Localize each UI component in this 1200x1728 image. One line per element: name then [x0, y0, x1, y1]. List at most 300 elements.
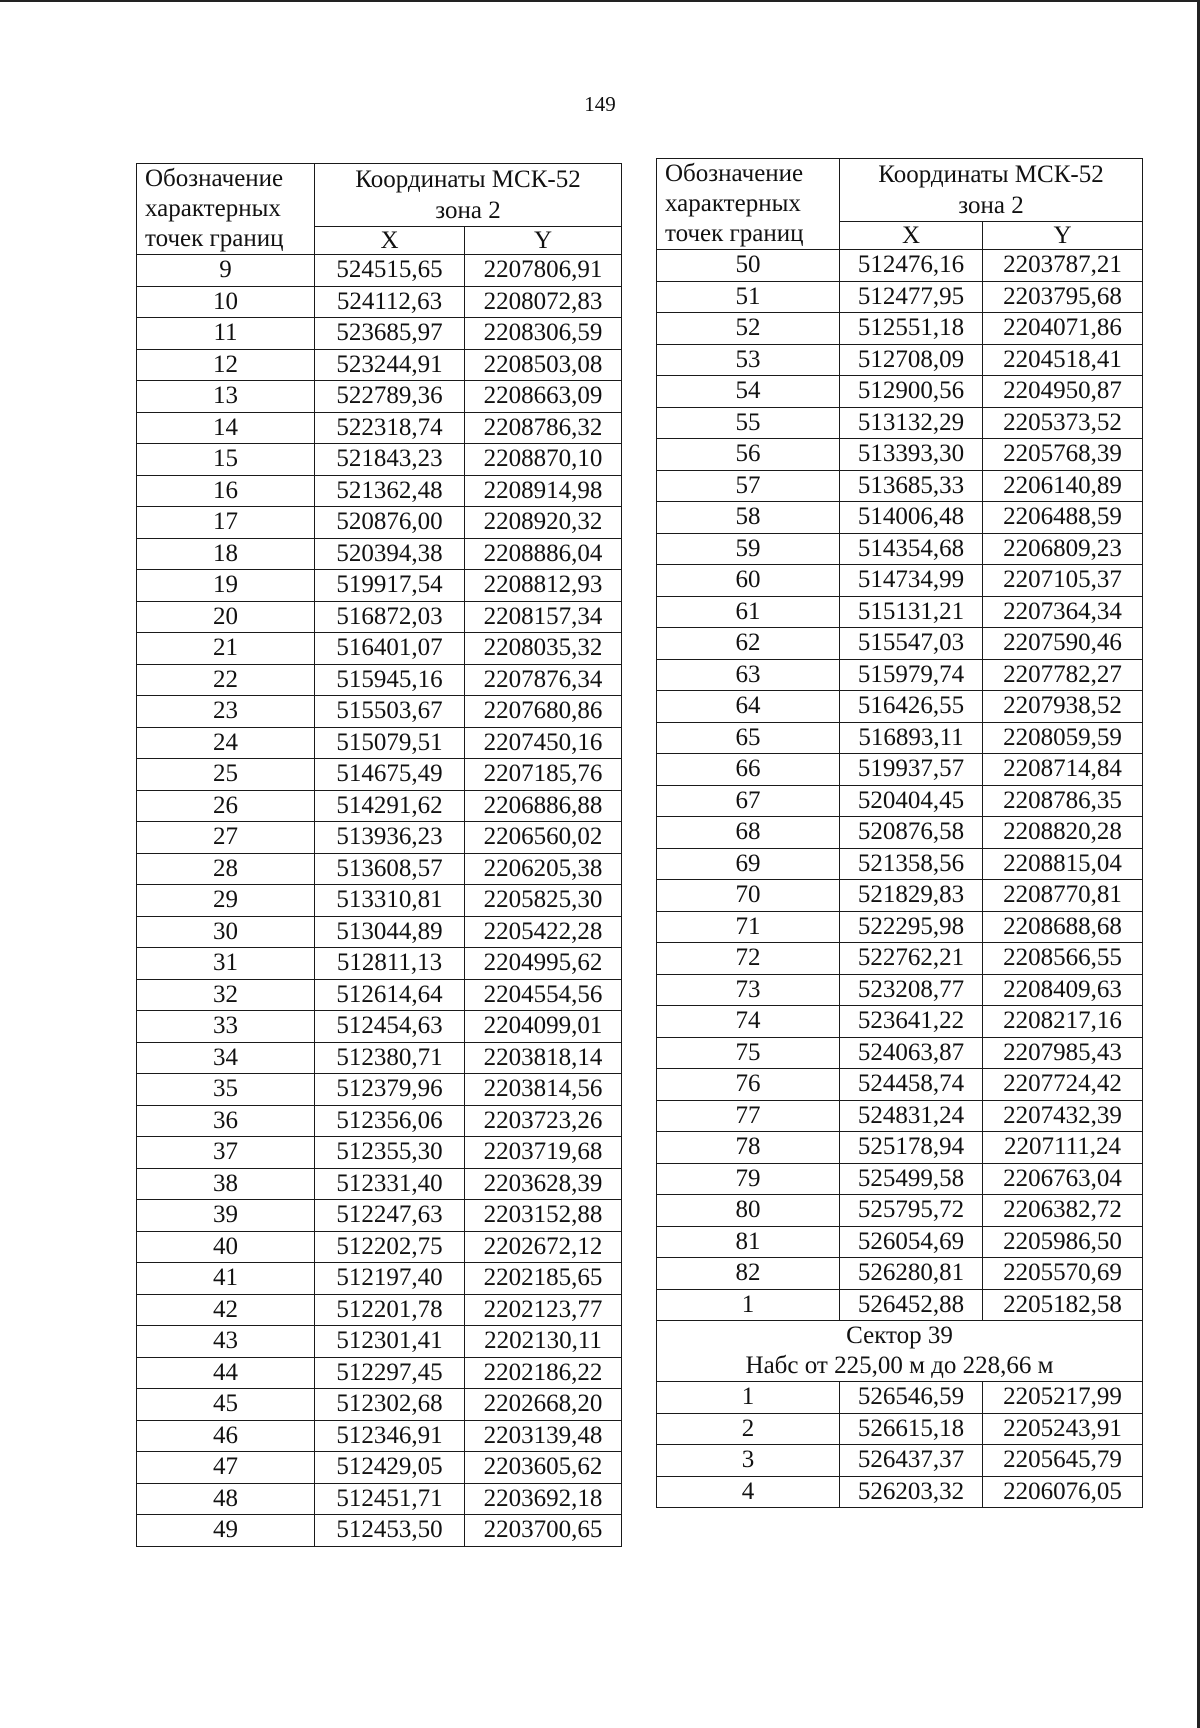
y-coordinate-cell: 2206382,72 [983, 1195, 1143, 1227]
y-coordinate-cell: 2205986,50 [983, 1226, 1143, 1258]
point-number-cell: 72 [657, 943, 840, 975]
table-row [137, 570, 622, 602]
y-coordinate-cell: 2208812,93 [465, 570, 622, 602]
y-coordinate-cell: 2203719,68 [465, 1137, 622, 1169]
table-row [657, 1382, 1143, 1414]
point-number-cell: 66 [657, 754, 840, 786]
table-row [137, 318, 622, 350]
table-row [137, 601, 622, 633]
table-row [657, 1413, 1143, 1445]
y-coordinate-cell: 2203818,14 [465, 1042, 622, 1074]
table-row [657, 439, 1143, 471]
y-coordinate-cell: 2204554,56 [465, 979, 622, 1011]
x-coordinate-cell: 515503,67 [315, 696, 465, 728]
y-coordinate-cell: 2203605,62 [465, 1452, 622, 1484]
y-coordinate-cell: 2208688,68 [983, 911, 1143, 943]
y-coordinate-cell: 2206763,04 [983, 1163, 1143, 1195]
x-coordinate-cell: 514675,49 [315, 759, 465, 791]
table-row [137, 633, 622, 665]
table-row [657, 565, 1143, 597]
coordinates-table-right [656, 158, 1143, 1508]
table-row [137, 381, 622, 413]
x-coordinate-cell: 519917,54 [315, 570, 465, 602]
y-coordinate-cell: 2208815,04 [983, 848, 1143, 880]
y-coordinate-cell: 2205373,52 [983, 407, 1143, 439]
y-coordinate-cell: 2208714,84 [983, 754, 1143, 786]
x-coordinate-cell: 521829,83 [840, 880, 983, 912]
x-header: X [315, 227, 465, 255]
x-coordinate-cell: 512708,09 [840, 344, 983, 376]
point-number-cell: 12 [137, 349, 315, 381]
zone-label: зона 2 [435, 197, 501, 224]
x-coordinate-cell: 526280,81 [840, 1258, 983, 1290]
table-row [657, 470, 1143, 502]
x-coordinate-cell: 512301,41 [315, 1326, 465, 1358]
x-coordinate-cell: 515079,51 [315, 727, 465, 759]
table-row [137, 822, 622, 854]
point-number-cell: 53 [657, 344, 840, 376]
point-number-cell: 61 [657, 596, 840, 628]
table-row [657, 1476, 1143, 1508]
table-row [657, 533, 1143, 565]
y-coordinate-cell: 2207432,39 [983, 1100, 1143, 1132]
coordinates-table-left [136, 163, 622, 1547]
table-row [137, 727, 622, 759]
x-coordinate-cell: 524458,74 [840, 1069, 983, 1101]
x-coordinate-cell: 513936,23 [315, 822, 465, 854]
point-number-cell: 10 [137, 286, 315, 318]
point-number-cell: 63 [657, 659, 840, 691]
sector-height-range: Набс от 225,00 м до 228,66 м [745, 1352, 1054, 1379]
table-row [137, 1074, 622, 1106]
x-coordinate-cell: 514734,99 [840, 565, 983, 597]
y-coordinate-cell: 2206205,38 [465, 853, 622, 885]
x-coordinate-cell: 512356,06 [315, 1105, 465, 1137]
point-number-cell: 36 [137, 1105, 315, 1137]
table-row [137, 538, 622, 570]
table-row [137, 1420, 622, 1452]
table-row [657, 1445, 1143, 1477]
table-row [137, 1294, 622, 1326]
x-coordinate-cell: 512247,63 [315, 1200, 465, 1232]
coordinates-header [315, 164, 622, 227]
x-coordinate-cell: 513608,57 [315, 853, 465, 885]
point-number-cell: 13 [137, 381, 315, 413]
y-coordinate-cell: 2208820,28 [983, 817, 1143, 849]
y-coordinate-cell: 2202672,12 [465, 1231, 622, 1263]
y-coordinate-cell: 2203692,18 [465, 1483, 622, 1515]
x-coordinate-cell: 520404,45 [840, 785, 983, 817]
point-number-cell: 26 [137, 790, 315, 822]
x-coordinate-cell: 526203,32 [840, 1476, 983, 1508]
x-coordinate-cell: 512331,40 [315, 1168, 465, 1200]
y-coordinate-cell: 2204099,01 [465, 1011, 622, 1043]
point-number-cell: 33 [137, 1011, 315, 1043]
x-coordinate-cell: 523208,77 [840, 974, 983, 1006]
table-row [657, 407, 1143, 439]
point-number-cell: 48 [137, 1483, 315, 1515]
table-row [657, 1258, 1143, 1290]
point-number-cell: 69 [657, 848, 840, 880]
x-coordinate-cell: 523641,22 [840, 1006, 983, 1038]
table-row [657, 848, 1143, 880]
table-row [657, 754, 1143, 786]
point-number-cell: 64 [657, 691, 840, 723]
y-coordinate-cell: 2207938,52 [983, 691, 1143, 723]
x-coordinate-cell: 516893,11 [840, 722, 983, 754]
point-number-cell: 23 [137, 696, 315, 728]
x-coordinate-cell: 519937,57 [840, 754, 983, 786]
y-coordinate-cell: 2207782,27 [983, 659, 1143, 691]
table-row [137, 412, 622, 444]
x-coordinate-cell: 515131,21 [840, 596, 983, 628]
y-coordinate-cell: 2204950,87 [983, 376, 1143, 408]
x-coordinate-cell: 521843,23 [315, 444, 465, 476]
zone-label: зона 2 [958, 192, 1024, 219]
table-row [657, 722, 1143, 754]
point-number-cell: 37 [137, 1137, 315, 1169]
x-coordinate-cell: 526437,37 [840, 1445, 983, 1477]
table-row [657, 1226, 1143, 1258]
table-row [657, 344, 1143, 376]
y-coordinate-cell: 2206076,05 [983, 1476, 1143, 1508]
x-coordinate-cell: 514291,62 [315, 790, 465, 822]
x-coordinate-cell: 525499,58 [840, 1163, 983, 1195]
table-row [137, 1357, 622, 1389]
point-number-cell: 28 [137, 853, 315, 885]
point-number-cell: 20 [137, 601, 315, 633]
point-number-cell: 73 [657, 974, 840, 1006]
y-coordinate-cell: 2202668,20 [465, 1389, 622, 1421]
table-row [137, 948, 622, 980]
point-number-cell: 58 [657, 502, 840, 534]
table-row [137, 444, 622, 476]
point-number-cell: 18 [137, 538, 315, 570]
y-coordinate-cell: 2205243,91 [983, 1413, 1143, 1445]
x-coordinate-cell: 520394,38 [315, 538, 465, 570]
table-row [137, 1452, 622, 1484]
point-number-cell: 80 [657, 1195, 840, 1227]
x-header: X [840, 222, 983, 250]
y-coordinate-cell: 2207806,91 [465, 255, 622, 287]
x-coordinate-cell: 514006,48 [840, 502, 983, 534]
point-number-cell: 2 [657, 1413, 840, 1445]
point-number-cell: 16 [137, 475, 315, 507]
y-coordinate-cell: 2208786,32 [465, 412, 622, 444]
y-coordinate-cell: 2208072,83 [465, 286, 622, 318]
point-number-cell: 75 [657, 1037, 840, 1069]
x-coordinate-cell: 512202,75 [315, 1231, 465, 1263]
coordinates-header [840, 159, 1143, 222]
x-coordinate-cell: 515945,16 [315, 664, 465, 696]
point-number-cell: 76 [657, 1069, 840, 1101]
point-number-cell: 43 [137, 1326, 315, 1358]
x-coordinate-cell: 521362,48 [315, 475, 465, 507]
sector-row [657, 1321, 1143, 1382]
y-coordinate-cell: 2203723,26 [465, 1105, 622, 1137]
point-number-cell: 40 [137, 1231, 315, 1263]
x-coordinate-cell: 515547,03 [840, 628, 983, 660]
point-number-cell: 39 [137, 1200, 315, 1232]
y-coordinate-cell: 2208920,32 [465, 507, 622, 539]
coordinates-title: Координаты МСК-52 [878, 161, 1104, 188]
x-coordinate-cell: 520876,58 [840, 817, 983, 849]
table-row [657, 1069, 1143, 1101]
y-coordinate-cell: 2208503,08 [465, 349, 622, 381]
table-row [657, 1289, 1143, 1321]
point-number-cell: 25 [137, 759, 315, 791]
y-coordinate-cell: 2208566,55 [983, 943, 1143, 975]
y-coordinate-cell: 2208035,32 [465, 633, 622, 665]
point-number-cell: 65 [657, 722, 840, 754]
point-number-cell: 29 [137, 885, 315, 917]
x-coordinate-cell: 522789,36 [315, 381, 465, 413]
y-coordinate-cell: 2208870,10 [465, 444, 622, 476]
y-coordinate-cell: 2205182,58 [983, 1289, 1143, 1321]
table-row [137, 1231, 622, 1263]
y-coordinate-cell: 2207111,24 [983, 1132, 1143, 1164]
y-coordinate-cell: 2208770,81 [983, 880, 1143, 912]
y-coordinate-cell: 2207680,86 [465, 696, 622, 728]
point-number-cell: 78 [657, 1132, 840, 1164]
point-number-cell: 4 [657, 1476, 840, 1508]
table-row [657, 691, 1143, 723]
y-coordinate-cell: 2203152,88 [465, 1200, 622, 1232]
x-coordinate-cell: 512302,68 [315, 1389, 465, 1421]
y-coordinate-cell: 2206140,89 [983, 470, 1143, 502]
point-number-cell: 51 [657, 281, 840, 313]
point-number-cell: 57 [657, 470, 840, 502]
y-coordinate-cell: 2202123,77 [465, 1294, 622, 1326]
point-number-cell: 71 [657, 911, 840, 943]
point-number-cell: 44 [137, 1357, 315, 1389]
table-row [137, 1263, 622, 1295]
x-coordinate-cell: 521358,56 [840, 848, 983, 880]
table-row [657, 1132, 1143, 1164]
x-coordinate-cell: 516872,03 [315, 601, 465, 633]
x-coordinate-cell: 512429,05 [315, 1452, 465, 1484]
y-coordinate-cell: 2208217,16 [983, 1006, 1143, 1038]
table-row [137, 1515, 622, 1547]
x-coordinate-cell: 512476,16 [840, 250, 983, 282]
x-coordinate-cell: 526546,59 [840, 1382, 983, 1414]
x-coordinate-cell: 522295,98 [840, 911, 983, 943]
point-number-cell: 14 [137, 412, 315, 444]
y-coordinate-cell: 2203700,65 [465, 1515, 622, 1547]
point-number-cell: 31 [137, 948, 315, 980]
point-number-cell: 47 [137, 1452, 315, 1484]
x-coordinate-cell: 522762,21 [840, 943, 983, 975]
y-coordinate-cell: 2204518,41 [983, 344, 1143, 376]
table-row [657, 1163, 1143, 1195]
point-number-cell: 79 [657, 1163, 840, 1195]
x-coordinate-cell: 523244,91 [315, 349, 465, 381]
table-row [137, 916, 622, 948]
x-coordinate-cell: 512900,56 [840, 376, 983, 408]
point-number-cell: 35 [137, 1074, 315, 1106]
point-number-cell: 21 [137, 633, 315, 665]
table-row [657, 628, 1143, 660]
y-coordinate-cell: 2208663,09 [465, 381, 622, 413]
table-row [137, 349, 622, 381]
x-coordinate-cell: 512614,64 [315, 979, 465, 1011]
points-header: Обозначение характерных точек границ [137, 164, 315, 255]
point-number-cell: 67 [657, 785, 840, 817]
y-coordinate-cell: 2208886,04 [465, 538, 622, 570]
x-coordinate-cell: 512551,18 [840, 313, 983, 345]
x-coordinate-cell: 525178,94 [840, 1132, 983, 1164]
x-coordinate-cell: 513393,30 [840, 439, 983, 471]
y-coordinate-cell: 2207450,16 [465, 727, 622, 759]
y-header: Y [465, 227, 622, 255]
y-coordinate-cell: 2205825,30 [465, 885, 622, 917]
table-row [137, 475, 622, 507]
point-number-cell: 46 [137, 1420, 315, 1452]
point-number-cell: 49 [137, 1515, 315, 1547]
y-coordinate-cell: 2204995,62 [465, 948, 622, 980]
page-number: 149 [584, 92, 616, 116]
x-coordinate-cell: 512454,63 [315, 1011, 465, 1043]
table-row [657, 880, 1143, 912]
point-number-cell: 17 [137, 507, 315, 539]
x-coordinate-cell: 512201,78 [315, 1294, 465, 1326]
table-row [657, 1037, 1143, 1069]
point-number-cell: 59 [657, 533, 840, 565]
table-row [137, 664, 622, 696]
table-row [137, 790, 622, 822]
table-row [657, 1006, 1143, 1038]
x-coordinate-cell: 512380,71 [315, 1042, 465, 1074]
point-number-cell: 56 [657, 439, 840, 471]
coordinates-title: Координаты МСК-52 [355, 166, 581, 193]
table-row [137, 286, 622, 318]
y-coordinate-cell: 2207724,42 [983, 1069, 1143, 1101]
y-coordinate-cell: 2202186,22 [465, 1357, 622, 1389]
x-coordinate-cell: 524112,63 [315, 286, 465, 318]
table-row [657, 376, 1143, 408]
y-coordinate-cell: 2208409,63 [983, 974, 1143, 1006]
y-coordinate-cell: 2205570,69 [983, 1258, 1143, 1290]
point-number-cell: 45 [137, 1389, 315, 1421]
point-number-cell: 81 [657, 1226, 840, 1258]
x-coordinate-cell: 514354,68 [840, 533, 983, 565]
x-coordinate-cell: 524831,24 [840, 1100, 983, 1132]
point-number-cell: 15 [137, 444, 315, 476]
left-table-body [137, 255, 622, 1547]
y-coordinate-cell: 2206809,23 [983, 533, 1143, 565]
point-number-cell: 19 [137, 570, 315, 602]
point-number-cell: 54 [657, 376, 840, 408]
y-coordinate-cell: 2207364,34 [983, 596, 1143, 628]
y-header: Y [983, 222, 1143, 250]
x-coordinate-cell: 516426,55 [840, 691, 983, 723]
table-row [657, 943, 1143, 975]
x-coordinate-cell: 523685,97 [315, 318, 465, 350]
x-coordinate-cell: 512346,91 [315, 1420, 465, 1452]
y-coordinate-cell: 2203628,39 [465, 1168, 622, 1200]
point-number-cell: 22 [137, 664, 315, 696]
table-row [137, 1137, 622, 1169]
table-row [657, 785, 1143, 817]
point-number-cell: 24 [137, 727, 315, 759]
x-coordinate-cell: 525795,72 [840, 1195, 983, 1227]
y-coordinate-cell: 2207185,76 [465, 759, 622, 791]
point-number-cell: 68 [657, 817, 840, 849]
table-row [137, 1200, 622, 1232]
point-number-cell: 27 [137, 822, 315, 854]
y-coordinate-cell: 2206488,59 [983, 502, 1143, 534]
points-header: Обозначение характерных точек границ [657, 159, 840, 250]
point-number-cell: 55 [657, 407, 840, 439]
point-number-cell: 74 [657, 1006, 840, 1038]
table-row [657, 911, 1143, 943]
x-coordinate-cell: 524063,87 [840, 1037, 983, 1069]
point-number-cell: 70 [657, 880, 840, 912]
table-row [657, 596, 1143, 628]
y-coordinate-cell: 2208059,59 [983, 722, 1143, 754]
y-coordinate-cell: 2207590,46 [983, 628, 1143, 660]
point-number-cell: 77 [657, 1100, 840, 1132]
table-row [137, 1105, 622, 1137]
y-coordinate-cell: 2203139,48 [465, 1420, 622, 1452]
y-coordinate-cell: 2207105,37 [983, 565, 1143, 597]
y-coordinate-cell: 2205217,99 [983, 1382, 1143, 1414]
x-coordinate-cell: 526054,69 [840, 1226, 983, 1258]
y-coordinate-cell: 2208306,59 [465, 318, 622, 350]
y-coordinate-cell: 2204071,86 [983, 313, 1143, 345]
point-number-cell: 52 [657, 313, 840, 345]
point-number-cell: 1 [657, 1289, 840, 1321]
y-coordinate-cell: 2203814,56 [465, 1074, 622, 1106]
x-coordinate-cell: 513685,33 [840, 470, 983, 502]
y-coordinate-cell: 2205645,79 [983, 1445, 1143, 1477]
point-number-cell: 82 [657, 1258, 840, 1290]
table-row [657, 817, 1143, 849]
point-number-cell: 38 [137, 1168, 315, 1200]
table-row [657, 313, 1143, 345]
table-row [137, 1326, 622, 1358]
y-coordinate-cell: 2207985,43 [983, 1037, 1143, 1069]
x-coordinate-cell: 512197,40 [315, 1263, 465, 1295]
point-number-cell: 11 [137, 318, 315, 350]
y-coordinate-cell: 2202185,65 [465, 1263, 622, 1295]
table-row [137, 885, 622, 917]
table-row [657, 1195, 1143, 1227]
x-coordinate-cell: 512477,95 [840, 281, 983, 313]
table-row [137, 979, 622, 1011]
table-row [137, 696, 622, 728]
y-coordinate-cell: 2208157,34 [465, 601, 622, 633]
y-coordinate-cell: 2205768,39 [983, 439, 1143, 471]
table-row [657, 250, 1143, 282]
table-row [137, 1483, 622, 1515]
y-coordinate-cell: 2208914,98 [465, 475, 622, 507]
x-coordinate-cell: 512355,30 [315, 1137, 465, 1169]
y-coordinate-cell: 2206886,88 [465, 790, 622, 822]
point-number-cell: 62 [657, 628, 840, 660]
x-coordinate-cell: 512451,71 [315, 1483, 465, 1515]
y-coordinate-cell: 2203795,68 [983, 281, 1143, 313]
point-number-cell: 9 [137, 255, 315, 287]
point-number-cell: 42 [137, 1294, 315, 1326]
y-coordinate-cell: 2208786,35 [983, 785, 1143, 817]
point-number-cell: 34 [137, 1042, 315, 1074]
table-row [657, 502, 1143, 534]
table-row [137, 1168, 622, 1200]
x-coordinate-cell: 526452,88 [840, 1289, 983, 1321]
y-coordinate-cell: 2207876,34 [465, 664, 622, 696]
table-row [137, 507, 622, 539]
